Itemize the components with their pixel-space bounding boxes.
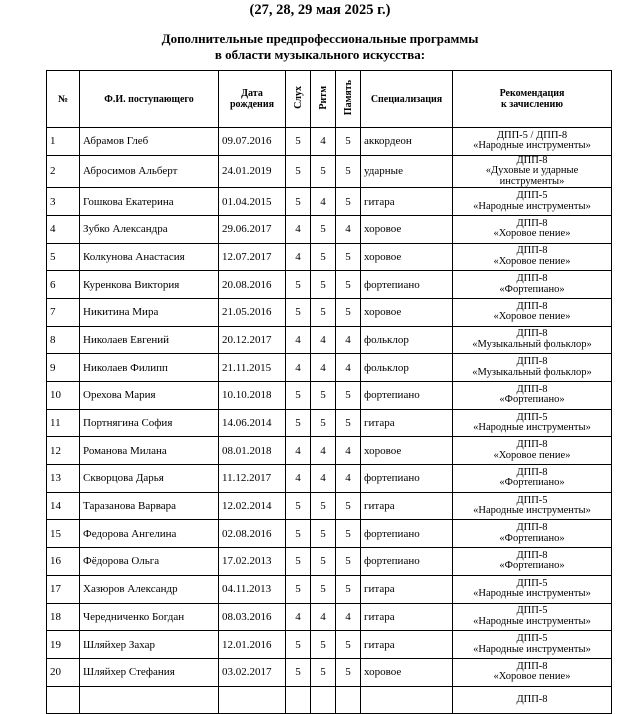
- hearing-score: 5: [286, 271, 311, 299]
- birth-date: 21.11.2015: [219, 354, 286, 382]
- hearing-score: 5: [286, 520, 311, 548]
- birth-date: 04.11.2013: [219, 575, 286, 603]
- recommendation-program: ДПП-5: [516, 494, 548, 506]
- rhythm-score: 5: [311, 155, 336, 188]
- specialization: фортепиано: [361, 382, 453, 410]
- table-row: [47, 128, 612, 156]
- program-title: [0, 31, 640, 63]
- recommendation-area: «Духовые и ударные: [485, 165, 579, 177]
- recommendation: [453, 326, 612, 354]
- specialization: хоровое: [361, 437, 453, 465]
- rhythm-score: 4: [311, 437, 336, 465]
- rhythm-score: 5: [311, 409, 336, 437]
- memory-score: 5: [336, 382, 361, 410]
- memory-score: 5: [336, 298, 361, 326]
- rhythm-score: 4: [311, 326, 336, 354]
- program-title-line-1: Дополнительные предпрофессиональные программы: [161, 31, 479, 46]
- hearing-score: 5: [286, 492, 311, 520]
- recommendation-program: ДПП-8: [516, 693, 548, 705]
- rhythm-score: 4: [311, 465, 336, 493]
- recommendation-area: «Фортепиано»: [499, 560, 565, 572]
- recommendation-program: ДПП-5: [516, 411, 548, 423]
- birth-date: 29.06.2017: [219, 215, 286, 243]
- recommendation-program: ДПП-8: [516, 466, 548, 478]
- row-number: 7: [47, 298, 80, 326]
- applicant-name: Абрамов Глеб: [80, 128, 219, 156]
- memory-score: 4: [336, 215, 361, 243]
- table-header-row: [47, 71, 612, 128]
- hearing-score: 5: [286, 188, 311, 216]
- specialization: фортепиано: [361, 548, 453, 576]
- recommendation-program: ДПП-8: [516, 217, 548, 229]
- recommendation: [453, 409, 612, 437]
- table-row: [47, 382, 612, 410]
- recommendation-program: ДПП-8: [516, 660, 548, 672]
- birth-date: 11.12.2017: [219, 465, 286, 493]
- hearing-score: 5: [286, 128, 311, 156]
- hearing-score: 5: [286, 298, 311, 326]
- table-body: [47, 128, 612, 714]
- applicant-name: Хазюров Александр: [80, 575, 219, 603]
- rhythm-score: 5: [311, 215, 336, 243]
- recommendation-area: «Хоровое пение»: [493, 311, 571, 323]
- birth-date: 03.02.2017: [219, 658, 286, 686]
- hearing-score: 4: [286, 243, 311, 271]
- recommendation-program: ДПП-5: [516, 605, 548, 617]
- recommendation-program: ДПП-8: [516, 383, 548, 395]
- birth-date: 14.06.2014: [219, 409, 286, 437]
- recommendation: [453, 298, 612, 326]
- memory-score: 5: [336, 492, 361, 520]
- specialization: гитара: [361, 409, 453, 437]
- rhythm-score: 5: [311, 298, 336, 326]
- column-header-name: Ф.И. поступающего: [80, 71, 219, 128]
- applicant-name: Фёдорова Ольга: [80, 548, 219, 576]
- row-number: 1: [47, 128, 80, 156]
- applicant-name: Шляйхер Захар: [80, 631, 219, 659]
- row-number: 15: [47, 520, 80, 548]
- specialization: гитара: [361, 492, 453, 520]
- applicant-name: Никитина Мира: [80, 298, 219, 326]
- recommendation-program: ДПП-8: [516, 522, 548, 534]
- memory-score: 4: [336, 603, 361, 631]
- hearing-score: 4: [286, 603, 311, 631]
- specialization: фольклор: [361, 354, 453, 382]
- row-number: 20: [47, 658, 80, 686]
- birth-date: 21.05.2016: [219, 298, 286, 326]
- table-row: [47, 465, 612, 493]
- recommendation-area: «Народные инструменты»: [473, 505, 591, 517]
- rhythm-score: 5: [311, 631, 336, 659]
- rhythm-score: 5: [311, 520, 336, 548]
- specialization: фольклор: [361, 326, 453, 354]
- recommendation: [453, 155, 612, 188]
- applicant-name: Колкунова Анастасия: [80, 243, 219, 271]
- birth-date: 12.07.2017: [219, 243, 286, 271]
- recommendation-area: «Народные инструменты»: [473, 140, 591, 152]
- applicant-name: Гошкова Екатерина: [80, 188, 219, 216]
- specialization: гитара: [361, 188, 453, 216]
- hearing-score: 5: [286, 548, 311, 576]
- hearing-score: 4: [286, 437, 311, 465]
- memory-score: 5: [336, 520, 361, 548]
- memory-score: 4: [336, 465, 361, 493]
- applicant-name: Куренкова Виктория: [80, 271, 219, 299]
- recommendation: [453, 603, 612, 631]
- recommendation: [453, 548, 612, 576]
- program-title-line-2: в области музыкального искусства:: [214, 47, 426, 62]
- table-row: [47, 271, 612, 299]
- column-header-dob: [219, 71, 286, 128]
- memory-score: 4: [336, 437, 361, 465]
- applicant-name: Зубко Александра: [80, 215, 219, 243]
- table-row: [47, 215, 612, 243]
- specialization: хоровое: [361, 243, 453, 271]
- recommendation: [453, 492, 612, 520]
- applicant-name: Николаев Евгений: [80, 326, 219, 354]
- hearing-score: 5: [286, 382, 311, 410]
- specialization: гитара: [361, 575, 453, 603]
- recommendation-area: «Музыкальный фольклор»: [472, 366, 592, 378]
- memory-score: 5: [336, 658, 361, 686]
- column-header-hearing: [286, 71, 311, 128]
- applicant-name: Скворцова Дарья: [80, 465, 219, 493]
- recommendation: [453, 188, 612, 216]
- birth-date: 01.04.2015: [219, 188, 286, 216]
- table-row: [47, 603, 612, 631]
- table-row: [47, 409, 612, 437]
- table-row: [47, 658, 612, 686]
- recommendation: [453, 520, 612, 548]
- recommendation-program: ДПП-8: [516, 245, 548, 257]
- rhythm-score: 4: [311, 354, 336, 382]
- specialization: хоровое: [361, 658, 453, 686]
- column-header-rhythm-label: Ритм: [317, 85, 329, 110]
- recommendation-program: ДПП-5: [516, 190, 548, 202]
- recommendation: [453, 631, 612, 659]
- hearing-score: 5: [286, 155, 311, 188]
- recommendation-program: ДПП-5 / ДПП-8: [496, 129, 568, 141]
- recommendation-area: «Народные инструменты»: [473, 615, 591, 627]
- row-number: 2: [47, 155, 80, 188]
- table-row: [47, 520, 612, 548]
- row-number: 16: [47, 548, 80, 576]
- recommendation-program: ДПП-8: [516, 356, 548, 368]
- recommendation: [453, 465, 612, 493]
- recommendation-program: ДПП-8: [516, 300, 548, 312]
- table-row: [47, 298, 612, 326]
- hearing-score: 4: [286, 354, 311, 382]
- recommendation-program: ДПП-5: [516, 633, 548, 645]
- row-number: 13: [47, 465, 80, 493]
- hearing-score: 5: [286, 409, 311, 437]
- recommendation-program: ДПП-8: [516, 328, 548, 340]
- row-number: 17: [47, 575, 80, 603]
- row-number: 19: [47, 631, 80, 659]
- exam-dates: (27, 28, 29 мая 2025 г.): [249, 2, 391, 18]
- memory-score: 5: [336, 271, 361, 299]
- table-row: [47, 437, 612, 465]
- birth-date: 12.02.2014: [219, 492, 286, 520]
- applicant-name: Таразанова Варвара: [80, 492, 219, 520]
- recommendation-area: «Музыкальный фольклор»: [472, 338, 592, 350]
- recommendation-program: ДПП-8: [516, 549, 548, 561]
- recommendation: [453, 658, 612, 686]
- column-header-dob-line-1: Дата: [241, 88, 263, 99]
- specialization: хоровое: [361, 298, 453, 326]
- specialization: аккордеон: [361, 128, 453, 156]
- recommendation: [453, 215, 612, 243]
- birth-date: 08.03.2016: [219, 603, 286, 631]
- column-header-rhythm: [311, 71, 336, 128]
- memory-score: 5: [336, 575, 361, 603]
- memory-score: 5: [336, 631, 361, 659]
- table-row: [47, 354, 612, 382]
- birth-date: 09.07.2016: [219, 128, 286, 156]
- recommendation: [453, 354, 612, 382]
- memory-score: 5: [336, 128, 361, 156]
- specialization: гитара: [361, 603, 453, 631]
- column-header-hearing-label: Слух: [292, 86, 304, 109]
- recommendation-program: ДПП-8: [516, 439, 548, 451]
- birth-date: 02.08.2016: [219, 520, 286, 548]
- memory-score: 5: [336, 548, 361, 576]
- birth-date: 17.02.2013: [219, 548, 286, 576]
- row-number: 8: [47, 326, 80, 354]
- specialization: ударные: [361, 155, 453, 188]
- applicant-name: Шляйхер Стефания: [80, 658, 219, 686]
- recommendation-program: ДПП-8: [516, 155, 548, 166]
- recommendation-area: «Фортепиано»: [499, 283, 565, 295]
- recommendation-area: «Народные инструменты»: [473, 588, 591, 600]
- applicant-name: Абросимов Альберт: [80, 155, 219, 188]
- recommendation-area: «Фортепиано»: [499, 477, 565, 489]
- applicant-name: Орехова Мария: [80, 382, 219, 410]
- table-row: [47, 548, 612, 576]
- applicant-name: Чередниченко Богдан: [80, 603, 219, 631]
- birth-date: 20.12.2017: [219, 326, 286, 354]
- memory-score: 4: [336, 354, 361, 382]
- hearing-score: 5: [286, 631, 311, 659]
- rhythm-score: 5: [311, 382, 336, 410]
- column-header-dob-line-2: рождения: [230, 99, 274, 110]
- rhythm-score: 5: [311, 658, 336, 686]
- recommendation-area-cont: инструменты»: [499, 175, 565, 187]
- specialization: фортепиано: [361, 465, 453, 493]
- applicants-table: [46, 70, 612, 714]
- column-header-num: №: [47, 71, 80, 128]
- column-header-rec-line-1: Рекомендация: [499, 88, 565, 99]
- recommendation-area: «Народные инструменты»: [473, 643, 591, 655]
- rhythm-score: 5: [311, 271, 336, 299]
- specialization: гитара: [361, 631, 453, 659]
- birth-date: 12.01.2016: [219, 631, 286, 659]
- recommendation-area: «Народные инструменты»: [473, 422, 591, 434]
- hearing-score: 5: [286, 575, 311, 603]
- specialization: фортепиано: [361, 520, 453, 548]
- memory-score: 5: [336, 243, 361, 271]
- memory-score: 5: [336, 155, 361, 188]
- column-header-recommendation: [453, 71, 612, 128]
- row-number: 14: [47, 492, 80, 520]
- memory-score: 5: [336, 188, 361, 216]
- row-number: 18: [47, 603, 80, 631]
- row-number: 12: [47, 437, 80, 465]
- row-number: 6: [47, 271, 80, 299]
- column-header-specialization: Специализация: [361, 71, 453, 128]
- table-row: [47, 243, 612, 271]
- column-header-rec-line-2: к зачислению: [501, 99, 563, 110]
- row-number: 5: [47, 243, 80, 271]
- table-row: [47, 326, 612, 354]
- rhythm-score: 5: [311, 243, 336, 271]
- table-row: [47, 492, 612, 520]
- row-number: 4: [47, 215, 80, 243]
- recommendation-program: ДПП-8: [516, 273, 548, 285]
- recommendation: [453, 271, 612, 299]
- recommendation: [453, 575, 612, 603]
- column-header-memory-label: Память: [342, 79, 354, 116]
- rhythm-score: 4: [311, 603, 336, 631]
- row-number: 3: [47, 188, 80, 216]
- row-number: 11: [47, 409, 80, 437]
- row-number: 10: [47, 382, 80, 410]
- applicant-name: Николаев Филипп: [80, 354, 219, 382]
- birth-date: 24.01.2019: [219, 155, 286, 188]
- rhythm-score: 5: [311, 492, 336, 520]
- recommendation: [453, 243, 612, 271]
- specialization: хоровое: [361, 215, 453, 243]
- memory-score: 5: [336, 409, 361, 437]
- column-header-memory: [336, 71, 361, 128]
- recommendation-area: «Хоровое пение»: [493, 671, 571, 683]
- table-row: [47, 631, 612, 659]
- birth-date: 10.10.2018: [219, 382, 286, 410]
- hearing-score: 4: [286, 215, 311, 243]
- memory-score: 4: [336, 326, 361, 354]
- recommendation: [453, 128, 612, 156]
- rhythm-score: 5: [311, 548, 336, 576]
- table-row: [47, 188, 612, 216]
- birth-date: 20.08.2016: [219, 271, 286, 299]
- applicant-name: Федорова Ангелина: [80, 520, 219, 548]
- applicant-name: Портнягина София: [80, 409, 219, 437]
- rhythm-score: 4: [311, 128, 336, 156]
- hearing-score: 4: [286, 465, 311, 493]
- recommendation-area: «Фортепиано»: [499, 394, 565, 406]
- recommendation-program: ДПП-5: [516, 577, 548, 589]
- table-row: [47, 155, 612, 188]
- hearing-score: 4: [286, 326, 311, 354]
- row-number: 9: [47, 354, 80, 382]
- rhythm-score: 5: [311, 575, 336, 603]
- recommendation: [453, 437, 612, 465]
- recommendation-area: «Фортепиано»: [499, 532, 565, 544]
- recommendation-area: «Хоровое пение»: [493, 255, 571, 267]
- recommendation-area: «Народные инструменты»: [473, 200, 591, 212]
- recommendation: [453, 382, 612, 410]
- rhythm-score: 4: [311, 188, 336, 216]
- specialization: фортепиано: [361, 271, 453, 299]
- recommendation-area: «Хоровое пение»: [493, 228, 571, 240]
- recommendation-area: «Хоровое пение»: [493, 449, 571, 461]
- table-row: [47, 575, 612, 603]
- hearing-score: 5: [286, 658, 311, 686]
- applicant-name: Романова Милана: [80, 437, 219, 465]
- birth-date: 08.01.2018: [219, 437, 286, 465]
